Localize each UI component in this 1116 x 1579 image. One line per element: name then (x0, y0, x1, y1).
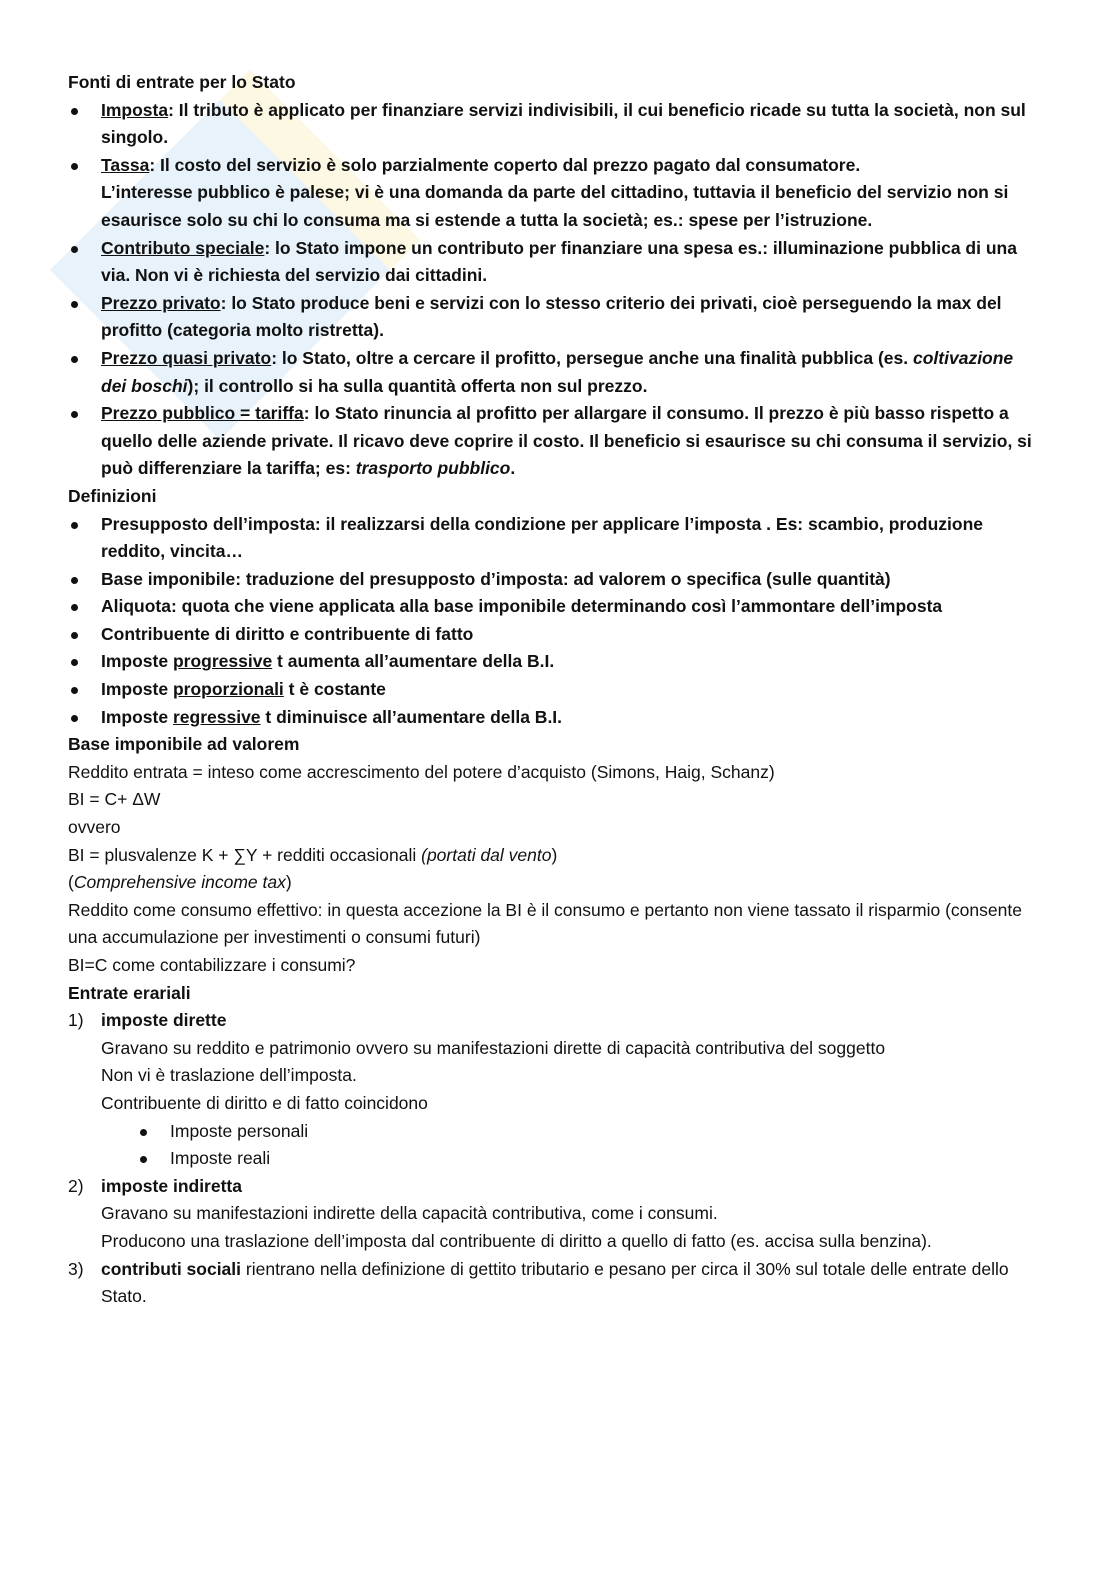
list-item: Base imponibile: traduzione del presupposto d’imposta: ad valorem o specifica (sulle quantità) (68, 566, 1043, 594)
list-item: Aliquota: quota che viene applicata alla base imponibile determinando così l’ammontare dell’imposta (68, 593, 1043, 621)
paragraph-line: Reddito entrata = inteso come accrescimento del potere d’acquisto (Simons, Haig, Schanz) (68, 761, 775, 782)
paragraph-line: (Comprehensive income tax) (68, 872, 292, 893)
formula-line: BI = C+ ΔW (68, 789, 161, 810)
list-item: Imposte progressive t aumenta all’aumentare della B.I. (68, 648, 1043, 676)
term: Tassa (101, 154, 150, 175)
document-content (68, 69, 1043, 1311)
paragraph-line: BI=C come contabilizzare i consumi? (68, 955, 356, 975)
list-item: Contributo speciale: lo Stato impone un contributo per finanziare una spesa es.: illuminazione pubblica di una via. Non vi è richiesta del servizio dai cittadini. (68, 235, 1043, 290)
entrate-list (68, 1007, 1043, 1311)
list-item: Imposte reali (137, 1145, 1043, 1173)
numbered-item: 3) contributi sociali rientrano nella definizione di gettito tributario e pesano per circa il 30% sul totale delle entrate dello Stato. (68, 1258, 1009, 1307)
term: Contributo speciale (101, 237, 265, 258)
list-item: Imposte regressive t diminuisce all’aumentare della B.I. (68, 704, 1043, 732)
list-item: Imposte personali (137, 1118, 1043, 1146)
list-item: Prezzo pubblico = tariffa: lo Stato rinuncia al profitto per allargare il consumo. Il prezzo è più basso rispetto a quello delle aziende private. Il ricavo deve coprire il costo. Il beneficio si esaurisce su chi consuma il servizio, si può differenziare la tariffa; es: trasporto pubblico. (68, 400, 1043, 483)
list-item: Prezzo privato: lo Stato produce beni e servizi con lo stesso criterio dei privati, cioè perseguendo la max del profitto (categoria molto ristretta). (68, 290, 1043, 345)
paragraph-line: ovvero (68, 817, 121, 838)
list-item: Presupposto dell’imposta: il realizzarsi della condizione per applicare l’imposta . Es: scambio, produzione reddito, vincita… (68, 511, 1043, 566)
section-title-base-imponibile: Base imponibile ad valorem (68, 734, 300, 755)
section-title-definizioni: Definizioni (68, 485, 157, 506)
term: Prezzo privato (101, 292, 221, 313)
paragraph-line: Reddito come consumo effettivo: in questa accezione la BI è il consumo e pertanto non viene tassato il risparmio (consente una accumulazione per investimenti o consumi futuri) (68, 899, 1022, 948)
formula-line: BI = plusvalenze K + ∑Y + redditi occasionali (portati dal vento) (68, 844, 558, 865)
term: Prezzo quasi privato (101, 347, 272, 368)
numbered-item: 1) imposte dirette Gravano su reddito e patrimonio ovvero su manifestazioni dirette di capacità contributiva del soggetto Non vi è traslazione dell’imposta. Contribuente di diritto e di fatto coincidono Imposte personali Imposte reali (68, 1007, 1043, 1173)
section-title-entrate-erariali: Entrate erariali (68, 982, 191, 1003)
term: Prezzo pubblico = tariffa (101, 403, 304, 424)
numbered-item: 2) imposte indiretta Gravano su manifestazioni indirette della capacità contributiva, come i consumi. Producono una traslazione dell’imposta dal contribuente di diritto a quello di fatto (es. accisa sulla benzina). (68, 1175, 932, 1251)
list-item: Imposta: Il tributo è applicato per finanziare servizi indivisibili, il cui beneficio ricade su tutta la società, non sul singolo. (68, 97, 1043, 152)
list-item: Imposte proporzionali t è costante (68, 676, 1043, 704)
list-item: Contribuente di diritto e contribuente di fatto (68, 621, 1043, 649)
list-item: Tassa: Il costo del servizio è solo parzialmente coperto dal prezzo pagato dal consumatore. L’interesse pubblico è palese; vi è una domanda da parte del cittadino, tuttavia il beneficio del servizio non si esaurisce solo su chi lo consuma ma si estende a tutta la società; es.: spese per l’istruzione. (68, 152, 1043, 235)
sub-list (101, 1118, 1043, 1173)
list-item: Prezzo quasi privato: lo Stato, oltre a cercare il profitto, persegue anche una finalità pubblica (es. coltivazione dei boschi); il controllo si ha sulla quantità offerta non sul prezzo. (68, 345, 1043, 400)
definizioni-list (68, 511, 1043, 732)
section-title-fonti: Fonti di entrate per lo Stato (68, 72, 296, 92)
term: Imposta (101, 99, 169, 120)
fonti-list (68, 97, 1043, 483)
